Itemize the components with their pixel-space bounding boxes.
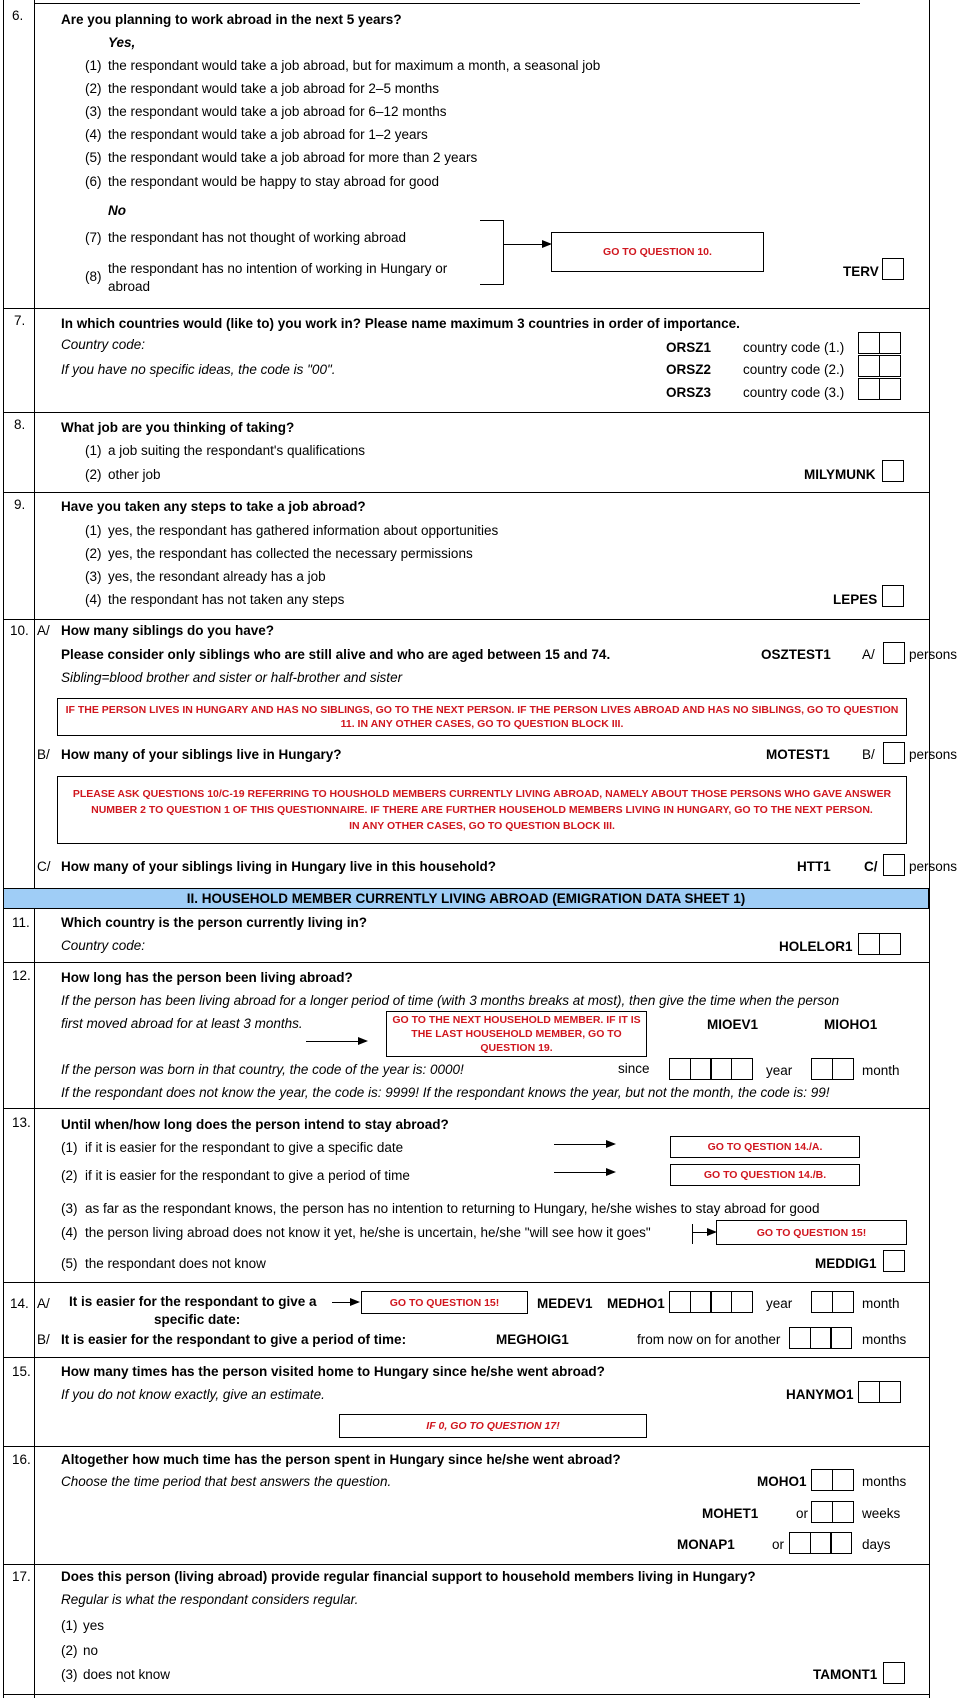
q6-option-6-num: (6)	[85, 174, 102, 189]
q6-bracket-bottom	[480, 284, 504, 285]
q7-answer-1[interactable]	[858, 332, 901, 354]
q17-option-3: does not know	[83, 1667, 171, 1682]
q16-or-3: or	[772, 1537, 785, 1552]
q17-option-1-num: (1)	[61, 1618, 78, 1633]
q13-option-1-num: (1)	[61, 1140, 78, 1155]
q14-b-label: B/	[37, 1332, 50, 1347]
q13-code: MEDDIG1	[815, 1256, 877, 1271]
q10-a-sub: Please consider only siblings who are still alive and who are aged between 15 and 74.	[61, 647, 611, 662]
q6-goto-text: GO TO QUESTION 10.	[603, 246, 712, 258]
q13-goto-4-text: GO TO QUESTION 15!	[756, 1226, 867, 1239]
q17-code: TAMONT1	[813, 1667, 878, 1682]
q15-code: HANYMO1	[786, 1387, 854, 1402]
q15-goto-box	[339, 1414, 647, 1438]
q14-b-question: It is easier for the respondant to give a period of time:	[61, 1332, 407, 1347]
q13-option-4-arrow	[693, 1232, 715, 1233]
q14-b-answer-boxes[interactable]	[789, 1327, 852, 1349]
q10-a-label: A/	[37, 623, 50, 638]
q10-instruction-2b-text: IN ANY OTHER CASES, GO TO QUESTION BLOCK III.	[349, 820, 615, 832]
q14-a-month-label: month	[862, 1296, 900, 1311]
q10-c-label: C/	[37, 859, 51, 874]
q16-code-2: MOHET1	[702, 1506, 759, 1521]
q12-number: 12.	[12, 968, 31, 983]
q8-answer-box[interactable]	[882, 460, 904, 482]
q14-a-question-2: specific date:	[154, 1312, 241, 1327]
q7-code-3: ORSZ3	[666, 385, 712, 400]
q6-option-2-num: (2)	[85, 81, 102, 96]
q9-number: 9.	[14, 497, 26, 512]
q14-a-year-boxes[interactable]	[669, 1291, 753, 1313]
divider	[3, 962, 929, 963]
q10-c-box-label: C/	[864, 859, 878, 874]
q12-goto-text: GO TO THE NEXT HOUSEHOLD MEMBER. IF IT IS THE LAST HOUSEHOLD MEMBER, GO TO QUESTION 19.	[392, 1014, 641, 1054]
q6-option-7: the respondant has not thought of working abroad	[108, 230, 406, 245]
q13-option-1-arrow	[554, 1144, 614, 1145]
q10-c-answer-box[interactable]	[883, 854, 905, 876]
q16-number: 16.	[12, 1452, 31, 1467]
q12-note-1: If the person has been living abroad for a longer period of time (with 3 months breaks at most), then give the time when the person	[61, 993, 840, 1008]
q15-note: If you do not know exactly, give an estimate.	[61, 1387, 325, 1402]
q6-code: TERV	[843, 264, 879, 279]
q10-number: 10.	[10, 623, 29, 638]
q17-option-3-num: (3)	[61, 1667, 78, 1682]
q7-label-2: country code (2.)	[743, 362, 845, 377]
q13-goto-4-box	[716, 1220, 907, 1245]
q9-option-2: yes, the respondant has collected the necessary permissions	[108, 546, 473, 561]
q14-a-goto-box	[361, 1291, 528, 1314]
q14-b-text: from now on for another	[637, 1332, 781, 1347]
q6-bracket-top	[480, 220, 504, 221]
q9-question: Have you taken any steps to take a job abroad?	[61, 499, 366, 514]
q11-question: Which country is the person currently living in?	[61, 915, 368, 930]
q12-year-boxes[interactable]	[669, 1058, 753, 1080]
q10-instruction-2-text: PLEASE ASK QUESTIONS 10/C-19 REFERRING TO HOUSHOLD MEMBERS CURRENTLY LIVING ABROAD, NAMELY ABOUT THOSE PERSONS WHO GAVE ANSWER NUMBER 2 TO QUESTION 1 OF THIS QUESTIONNAIRE. IF THERE ARE FURTHER HOUSEHOLD MEMBERS LIVING IN HUNGARY, GO TO THE NEXT PERSON.	[72, 788, 892, 816]
q6-answer-box[interactable]	[882, 258, 904, 280]
q11-answer-box[interactable]	[858, 933, 901, 955]
q13-option-4: the person living abroad does not know it yet, he/she is uncertain, he/she "will see how it goes"	[85, 1225, 651, 1240]
q15-answer-box[interactable]	[858, 1381, 901, 1403]
q14-a-code-month: MEDHO1	[607, 1296, 665, 1311]
q9-option-3: yes, the resondant already has a job	[108, 569, 326, 584]
q8-option-1: a job suiting the respondant's qualifications	[108, 443, 365, 458]
q7-note-2: If you have no specific ideas, the code is "00".	[61, 362, 336, 377]
q17-option-2-num: (2)	[61, 1643, 78, 1658]
q12-goto-box	[386, 1011, 647, 1057]
q12-note-3: If the person was born in that country, the code of the year is: 0000!	[61, 1062, 464, 1077]
q16-weeks-boxes[interactable]	[811, 1501, 854, 1523]
q12-note-2: first moved abroad for at least 3 months.	[61, 1016, 303, 1031]
q6-option-5-num: (5)	[85, 150, 102, 165]
q7-code-1: ORSZ1	[666, 340, 712, 355]
q7-question: In which countries would (like to) you work in? Please name maximum 3 countries in order of importance.	[61, 316, 740, 331]
q10-b-answer-box[interactable]	[883, 742, 905, 764]
q16-months-boxes[interactable]	[811, 1469, 854, 1491]
q9-option-3-num: (3)	[85, 569, 102, 584]
q13-question: Until when/how long does the person intend to stay abroad?	[61, 1117, 449, 1132]
q16-note: Choose the time period that best answers the question.	[61, 1474, 392, 1489]
right-border	[929, 0, 930, 1698]
q14-b-months-label: months	[862, 1332, 907, 1347]
q13-option-1: if it is easier for the respondant to give a specific date	[85, 1140, 404, 1155]
q6-bracket-side	[503, 220, 504, 285]
q13-option-4-num: (4)	[61, 1225, 78, 1240]
q12-since: since	[618, 1061, 650, 1076]
q13-option-5-num: (5)	[61, 1256, 78, 1271]
q6-option-1-num: (1)	[85, 58, 102, 73]
divider	[3, 1446, 929, 1447]
q13-option-2: if it is easier for the respondant to give a period of time	[85, 1168, 410, 1183]
divider	[3, 619, 929, 620]
q14-a-month-boxes[interactable]	[811, 1291, 854, 1313]
q10-b-box-label: B/	[862, 747, 875, 762]
q6-option-5: the respondant would take a job abroad for more than 2 years	[108, 150, 478, 165]
q10-a-question: How many siblings do you have?	[61, 623, 275, 638]
q14-a-code-year: MEDEV1	[537, 1296, 593, 1311]
q7-note-1: Country code:	[61, 337, 146, 352]
q10-a-answer-box[interactable]	[883, 642, 905, 664]
q6-number: 6.	[12, 8, 24, 23]
q11-note: Country code:	[61, 938, 146, 953]
q16-question: Altogether how much time has the person spent in Hungary since he/she went abroad?	[61, 1452, 621, 1467]
divider	[3, 1282, 929, 1283]
number-column-border	[34, 0, 35, 1698]
q10-c-code: HTT1	[797, 859, 831, 874]
q10-a-persons: persons	[909, 647, 958, 662]
q6-option-3-num: (3)	[85, 104, 102, 119]
q15-number: 15.	[12, 1364, 31, 1379]
q6-option-1: the respondant would take a job abroad, but for maximum a month, a seasonal job	[108, 58, 601, 73]
q8-number: 8.	[14, 417, 26, 432]
q13-option-3: as far as the respondant knows, the person has no intention to returning to Hungary, he/she wishes to stay abroad for good	[85, 1201, 820, 1216]
q6-goto-box	[551, 232, 764, 272]
q6-option-4: the respondant would take a job abroad for 1–2 years	[108, 127, 428, 142]
divider	[3, 412, 929, 413]
q8-option-1-num: (1)	[85, 443, 102, 458]
q13-option-5: the respondant does not know	[85, 1256, 266, 1271]
q14-a-goto-text: GO TO QUESTION 15!	[389, 1296, 500, 1309]
q14-a-arrow	[332, 1302, 358, 1303]
q16-unit-1: months	[862, 1474, 907, 1489]
q13-goto-1-text: GO TO QESTION 14./A.	[707, 1141, 823, 1153]
q7-number: 7.	[14, 313, 26, 328]
q13-option-4-tick	[692, 1224, 693, 1244]
section-2-header: II. HOUSEHOLD MEMBER CURRENTLY LIVING ABROAD (EMIGRATION DATA SHEET 1)	[3, 888, 929, 909]
q12-year-label: year	[766, 1063, 793, 1078]
q6-option-6: the respondant would be happy to stay abroad for good	[108, 174, 439, 189]
q7-label-3: country code (3.)	[743, 385, 845, 400]
q6-option-8: the respondant has no intention of working in Hungary or abroad	[108, 261, 448, 294]
q10-c-question: How many of your siblings living in Hungary live in this household?	[61, 859, 497, 874]
q6-option-3: the respondant would take a job abroad for 6–12 months	[108, 104, 447, 119]
q16-code-3: MONAP1	[677, 1537, 735, 1552]
q10-instruction-1	[57, 698, 907, 736]
q12-question: How long has the person been living abroad?	[61, 970, 353, 985]
bottom-rule	[3, 1694, 929, 1695]
q15-goto-text: IF 0, GO TO QUESTION 17!	[426, 1420, 560, 1432]
divider	[3, 1108, 929, 1109]
q9-option-1: yes, the respondant has gathered information about opportunities	[108, 523, 499, 538]
left-border	[3, 0, 4, 1698]
divider	[3, 492, 929, 493]
q14-a-year-label: year	[766, 1296, 793, 1311]
q12-month-label: month	[862, 1063, 900, 1078]
q6-option-2: the respondant would take a job abroad for 2–5 months	[108, 81, 439, 96]
q9-option-2-num: (2)	[85, 546, 102, 561]
q13-goto-1-box	[670, 1136, 860, 1158]
q17-note: Regular is what the respondant considers regular.	[61, 1592, 359, 1607]
divider	[3, 308, 929, 309]
q15-question: How many times has the person visited home to Hungary since he/she went abroad?	[61, 1364, 605, 1379]
q9-answer-box[interactable]	[882, 585, 904, 607]
q6-yes-label: Yes,	[108, 35, 136, 50]
q7-answer-2[interactable]	[858, 355, 901, 377]
q13-option-2-arrow	[554, 1172, 614, 1173]
q8-option-2-num: (2)	[85, 467, 102, 482]
q12-goto-arrow	[306, 1041, 366, 1042]
q17-number: 17.	[12, 1569, 31, 1584]
divider	[3, 1564, 929, 1565]
q13-goto-2-box	[670, 1164, 860, 1186]
q6-goto-arrow	[504, 244, 550, 245]
q6-no-label: No	[108, 203, 126, 218]
q10-instruction-1-text: IF THE PERSON LIVES IN HUNGARY AND HAS NO SIBLINGS, GO TO THE NEXT PERSON. IF THE PERSON LIVES ABROAD AND HAS NO SIBLINGS, GO TO QUESTION 11. IN ANY OTHER CASES, GO TO QUESTION BLOCK III.	[65, 704, 899, 730]
q6-question: Are you planning to work abroad in the next 5 years?	[61, 12, 402, 27]
q8-code: MILYMUNK	[804, 467, 876, 482]
q6-option-8-num: (8)	[85, 269, 102, 284]
q10-a-note: Sibling=blood brother and sister or half-brother and sister	[61, 670, 403, 685]
q14-number: 14.	[10, 1296, 29, 1311]
q9-option-4-num: (4)	[85, 592, 102, 607]
q10-b-label: B/	[37, 747, 50, 762]
q13-option-2-num: (2)	[61, 1168, 78, 1183]
q9-code: LEPES	[833, 592, 878, 607]
q16-or-2: or	[796, 1506, 809, 1521]
q17-answer-box[interactable]	[883, 1662, 905, 1684]
q10-c-persons: persons	[909, 859, 958, 874]
q10-b-question: How many of your siblings live in Hungary?	[61, 747, 342, 762]
top-rule	[34, 3, 860, 4]
q6-option-7-num: (7)	[85, 230, 102, 245]
q13-answer-box[interactable]	[883, 1250, 905, 1272]
q17-option-2: no	[83, 1643, 99, 1658]
q9-option-4: the respondant has not taken any steps	[108, 592, 345, 607]
q14-a-question-1: It is easier for the respondant to give a	[69, 1294, 317, 1309]
q13-option-3-num: (3)	[61, 1201, 78, 1216]
q6-option-4-num: (4)	[85, 127, 102, 142]
q14-a-label: A/	[37, 1296, 50, 1311]
q16-code-1: MOHO1	[757, 1474, 807, 1489]
q10-b-persons: persons	[909, 747, 958, 762]
q17-question: Does this person (living abroad) provide regular financial support to household members living in Hungary?	[61, 1569, 756, 1584]
q16-unit-3: days	[862, 1537, 891, 1552]
q13-number: 13.	[12, 1115, 31, 1130]
q8-option-2: other job	[108, 467, 161, 482]
q10-b-code: MOTEST1	[766, 747, 830, 762]
q8-question: What job are you thinking of taking?	[61, 420, 295, 435]
q12-note-4: If the respondant does not know the year, the code is: 9999! If the respondant knows the year, but not the month, the code is: 99!	[61, 1085, 830, 1100]
q12-code-month: MIOHO1	[824, 1017, 878, 1032]
q16-unit-2: weeks	[862, 1506, 901, 1521]
q7-code-2: ORSZ2	[666, 362, 712, 377]
q7-answer-3[interactable]	[858, 378, 901, 400]
q16-days-boxes[interactable]	[789, 1532, 852, 1554]
divider	[3, 1357, 929, 1358]
q10-instruction-2	[57, 776, 907, 844]
q9-option-1-num: (1)	[85, 523, 102, 538]
q7-label-1: country code (1.)	[743, 340, 845, 355]
q10-a-box-label: A/	[862, 647, 875, 662]
q13-goto-2-text: GO TO QUESTION 14./B.	[703, 1169, 827, 1181]
q11-number: 11.	[12, 915, 30, 930]
q10-a-code: OSZTEST1	[761, 647, 831, 662]
q12-month-boxes[interactable]	[811, 1058, 854, 1080]
q12-code-year: MIOEV1	[707, 1017, 759, 1032]
q17-option-1: yes	[83, 1618, 105, 1633]
q11-code: HOLELOR1	[779, 939, 853, 954]
q14-b-code: MEGHOIG1	[496, 1332, 569, 1347]
